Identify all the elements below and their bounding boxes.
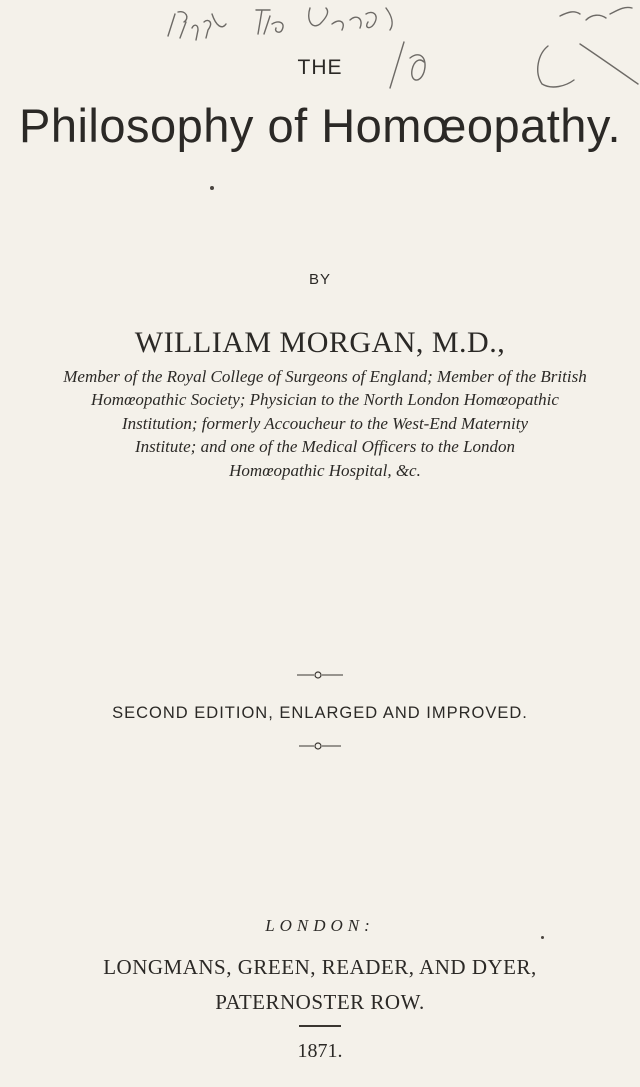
credentials-line: Member of the Royal College of Surgeons of England; Member of the British (63, 367, 587, 386)
publisher-name: LONGMANS, GREEN, READER, AND DYER, (103, 955, 537, 979)
ink-speck (210, 186, 214, 190)
publication-year: 1871. (297, 1040, 343, 1062)
edition-statement: SECOND EDITION, ENLARGED AND IMPROVED. (112, 704, 528, 722)
credentials-line: Institute; and one of the Medical Officers to the London (134, 437, 516, 457)
credentials-line: Homœopathic Hospital, &c. (229, 460, 421, 480)
credentials-line: Homœopathic Society; Physician to the North London Homœopathic (91, 390, 559, 410)
by-label: BY (308, 271, 331, 288)
ornament-divider (0, 670, 640, 680)
short-rule (299, 1025, 341, 1027)
publisher-address: PATERNOSTER ROW. (215, 990, 425, 1014)
book-title: Philosophy of Homœopathy. (18, 99, 622, 152)
publication-place: LONDON: (265, 916, 375, 935)
title-article: THE (297, 56, 343, 79)
author-credentials (30, 365, 620, 482)
ink-speck (541, 936, 544, 939)
ornament-divider (0, 741, 640, 751)
credentials-line: Institution; formerly Accoucheur to the West-End Maternity (121, 413, 529, 433)
handwritten-pencil-inscription (0, 0, 640, 110)
author-name: WILLIAM MORGAN, M.D., (134, 326, 506, 359)
